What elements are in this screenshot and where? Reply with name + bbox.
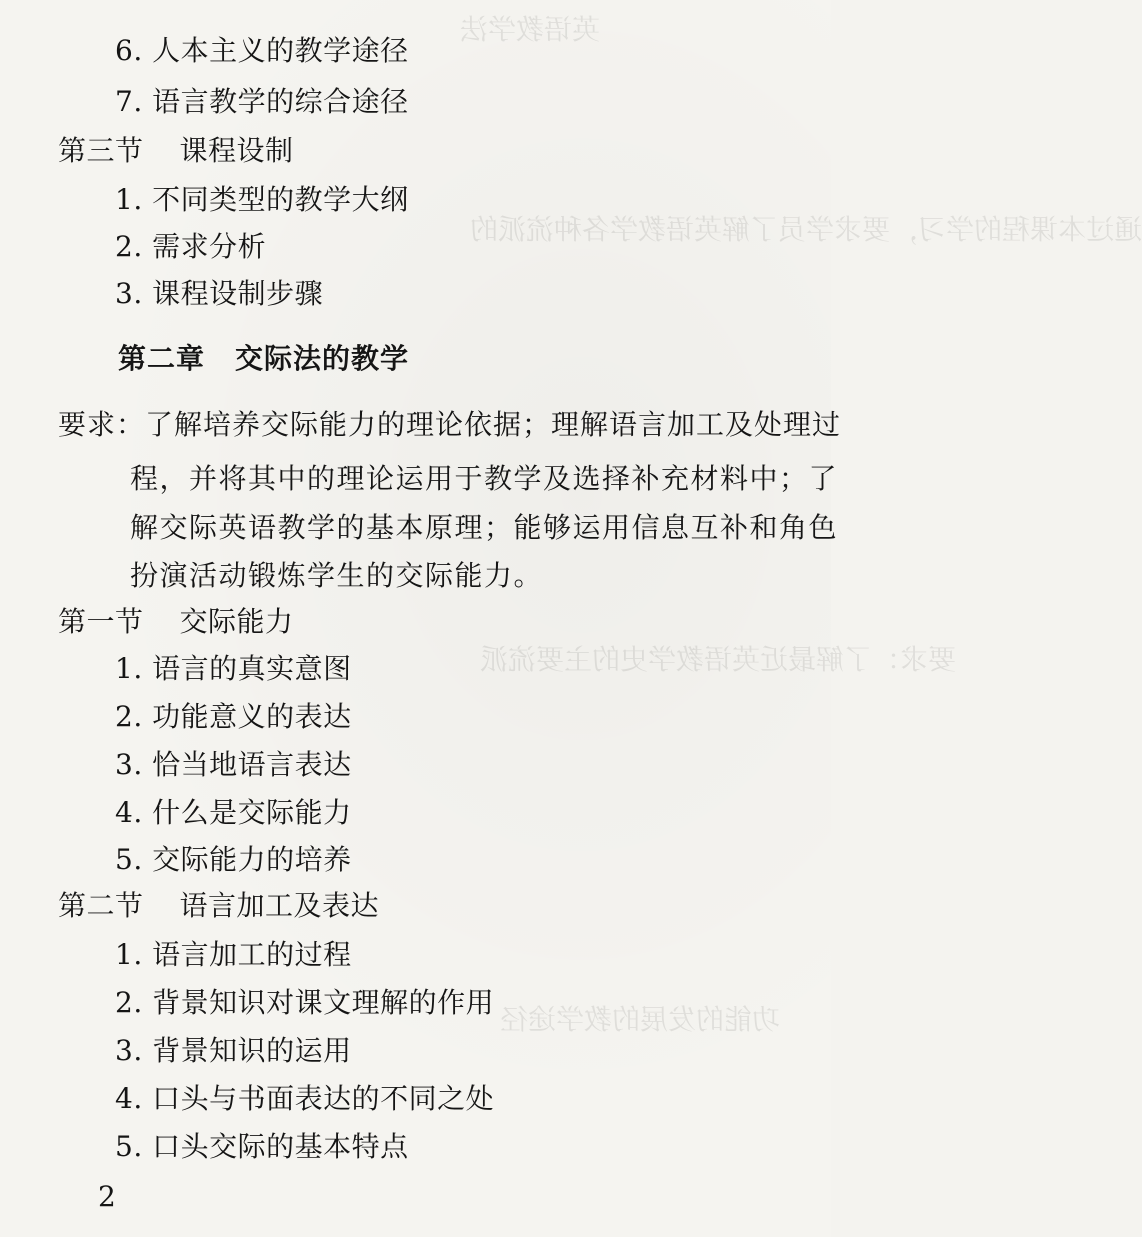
section-title: 交际能力: [179, 605, 294, 638]
toc-item: 4. 什么是交际能力: [115, 796, 352, 829]
chapter-heading: [118, 339, 409, 379]
page-number: 2: [98, 1180, 116, 1213]
section-heading: [58, 131, 294, 171]
section-heading: [58, 602, 294, 642]
toc-item: 2. 需求分析: [115, 230, 267, 263]
toc-item: 5. 口头交际的基本特点: [115, 1130, 409, 1163]
toc-item: 5. 交际能力的培养: [115, 843, 352, 876]
section-title: 语言加工及表达: [179, 889, 380, 922]
chapter-number: 第二章: [118, 342, 206, 375]
section-title: 课程设制: [179, 134, 294, 167]
requirement-text: 扮演活动锻炼学生的交际能力。: [130, 559, 544, 592]
toc-item: 7. 语言教学的综合途径: [115, 85, 409, 118]
bleed-through-text: 功能的发展的教学途径: [500, 1003, 781, 1036]
toc-item: 1. 不同类型的教学大纲: [115, 183, 409, 216]
requirement-text: 要求：了解培养交际能力的理论依据；理解语言加工及处理过: [58, 408, 842, 441]
toc-item: 1. 语言的真实意图: [115, 652, 352, 685]
requirement-text: 解交际英语教学的基本原理；能够运用信息互补和角色: [130, 511, 839, 544]
bleed-through-text: 英语教学法: [460, 13, 601, 46]
toc-item: 4. 口头与书面表达的不同之处: [115, 1082, 495, 1115]
toc-item: 6. 人本主义的教学途径: [115, 34, 409, 67]
toc-item: 3. 背景知识的运用: [115, 1034, 352, 1067]
section-number: 第三节: [58, 134, 144, 167]
toc-item: 3. 恰当地语言表达: [115, 748, 352, 781]
chapter-title: 交际法的教学: [235, 342, 410, 375]
requirement-text: 程，并将其中的理论运用于教学及选择补充材料中；了: [130, 462, 839, 495]
bleed-through-text: 通过本课程的学习，要求学员了解英语教学各种流派的: [470, 213, 1142, 246]
toc-item: 3. 课程设制步骤: [115, 277, 324, 310]
toc-item: 2. 功能意义的表达: [115, 700, 352, 733]
bleed-through-text: 要求：了解最近英语教学史的主要流派: [480, 643, 957, 676]
section-heading: [58, 886, 379, 926]
section-number: 第二节: [58, 889, 144, 922]
section-number: 第一节: [58, 605, 144, 638]
toc-item: 1. 语言加工的过程: [115, 938, 352, 971]
toc-item: 2. 背景知识对课文理解的作用: [115, 986, 495, 1019]
